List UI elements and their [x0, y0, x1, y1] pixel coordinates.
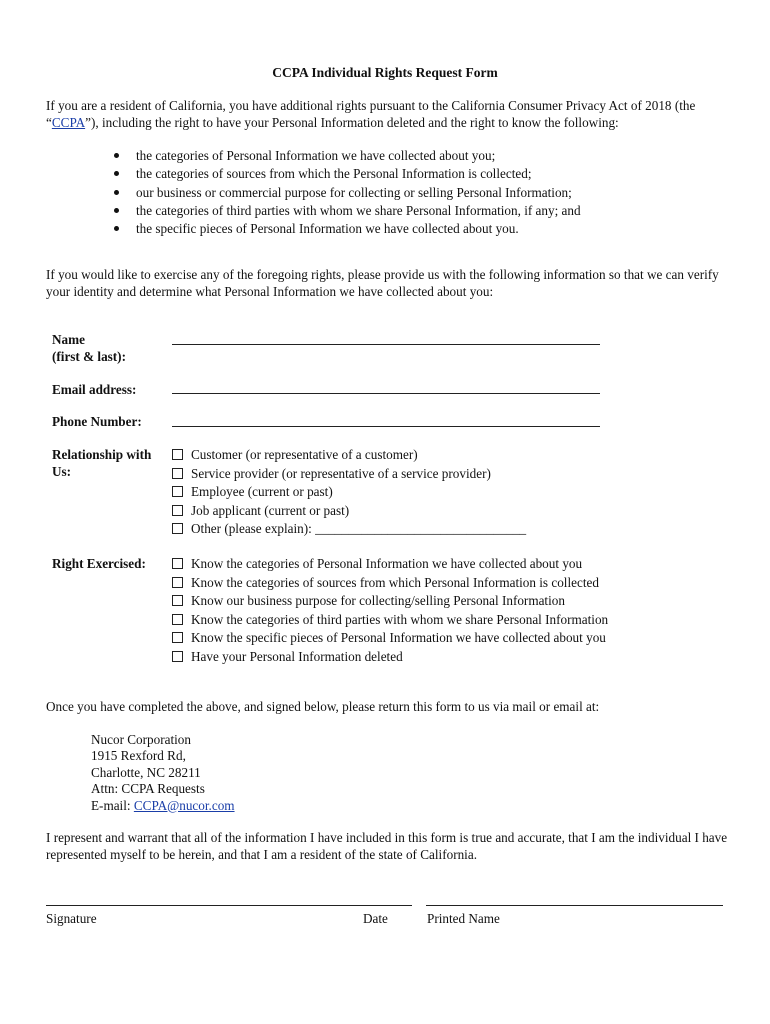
return-instructions: Once you have completed the above, and signed below, please return this form to us via mail or email at:	[46, 699, 600, 714]
name-label-line-1: Name	[52, 332, 85, 347]
option-label: Other (please explain): ________________________________	[191, 521, 527, 537]
option-label: Job applicant (current or past)	[191, 502, 350, 518]
checkbox[interactable]	[172, 449, 183, 460]
checkbox[interactable]	[172, 632, 183, 643]
printed-name-line[interactable]	[426, 905, 723, 906]
checkbox[interactable]	[172, 651, 183, 662]
right-option-know-purpose[interactable]	[172, 592, 608, 611]
intro-line-1: If you are a resident of California, you have additional rights pursuant to the California Consumer Privacy Act of 2018 (the	[46, 98, 696, 113]
email-prefix: E-mail:	[91, 797, 134, 813]
bullet-item: the specific pieces of Personal Information we have collected about you.	[111, 220, 581, 238]
relationship-option-other[interactable]	[172, 520, 526, 539]
ccpa-link[interactable]: CCPA	[51, 115, 86, 130]
intro-line-2-rest: ”), including the right to have your Personal Information deleted and the right to know the following:	[85, 115, 619, 130]
option-label: Know the categories of Personal Information we have collected about you	[191, 556, 583, 571]
exercise-paragraph: If you would like to exercise any of the foregoing rights, please provide us with the following information so that we can verify your identity and determine what Personal Information we have collected about you:	[46, 267, 719, 299]
checkbox[interactable]	[172, 468, 183, 479]
form-title: CCPA Individual Rights Request Form	[272, 65, 498, 80]
checkbox[interactable]	[172, 595, 183, 606]
address-attn: Attn: CCPA Requests	[91, 781, 205, 797]
right-option-delete[interactable]	[172, 648, 608, 667]
checkbox[interactable]	[172, 558, 183, 569]
bullet-item: our business or commercial purpose for collecting or selling Personal Information;	[111, 184, 581, 202]
printed-name-label: Printed Name	[427, 911, 500, 926]
name-label	[52, 331, 126, 365]
option-label: Have your Personal Information deleted	[191, 648, 403, 664]
intro-line-2	[46, 114, 736, 131]
intro-paragraph	[46, 97, 736, 131]
relationship-options	[172, 446, 526, 539]
right-option-know-third-parties[interactable]	[172, 611, 608, 630]
option-label: Customer (or representative of a customer)	[191, 447, 418, 462]
relationship-option-employee[interactable]	[172, 483, 526, 502]
checkbox[interactable]	[172, 486, 183, 497]
option-label: Know the categories of sources from which Personal Information is collected	[191, 574, 599, 590]
signature-label: Signature	[46, 911, 97, 926]
mailing-address	[91, 731, 235, 813]
email-field[interactable]	[172, 393, 600, 394]
phone-field[interactable]	[172, 426, 600, 427]
option-label: Know our business purpose for collecting/selling Personal Information	[191, 593, 565, 609]
relationship-option-customer[interactable]	[172, 446, 526, 465]
right-option-know-specific-pieces[interactable]	[172, 629, 608, 648]
signature-line[interactable]	[46, 905, 412, 906]
option-label: Employee (current or past)	[191, 484, 333, 500]
open-quote: “	[46, 115, 52, 130]
phone-label: Phone Number:	[52, 414, 142, 429]
right-option-know-sources[interactable]	[172, 574, 608, 593]
email-link[interactable]: CCPA@nucor.com	[133, 797, 235, 813]
checkbox[interactable]	[172, 505, 183, 516]
bullet-item: the categories of third parties with whom we share Personal Information, if any; and	[111, 202, 581, 220]
relationship-label-line-2: Us:	[52, 464, 72, 479]
address-email-line	[91, 797, 235, 813]
right-options	[172, 555, 608, 667]
date-label: Date	[363, 911, 388, 926]
rights-bullet-list	[111, 147, 581, 238]
email-label: Email address:	[52, 382, 137, 397]
address-company: Nucor Corporation	[91, 732, 191, 747]
option-label: Service provider (or representative of a service provider)	[191, 465, 491, 481]
bullet-item: the categories of sources from which the Personal Information is collected;	[111, 165, 581, 183]
relationship-label	[52, 446, 151, 480]
checkbox[interactable]	[172, 577, 183, 588]
relationship-option-job-applicant[interactable]	[172, 502, 526, 521]
address-city: Charlotte, NC 28211	[91, 764, 201, 780]
right-option-know-categories[interactable]	[172, 555, 608, 574]
name-field[interactable]	[172, 344, 600, 345]
bullet-item: the categories of Personal Information we have collected about you;	[111, 147, 581, 165]
checkbox[interactable]	[172, 614, 183, 625]
option-label: Know the categories of third parties with whom we share Personal Information	[191, 611, 609, 627]
relationship-option-service-provider[interactable]	[172, 465, 526, 484]
address-street: 1915 Rexford Rd,	[91, 748, 186, 764]
name-label-line-2: (first & last):	[52, 349, 126, 364]
checkbox[interactable]	[172, 523, 183, 534]
option-label: Know the specific pieces of Personal Information we have collected about you	[191, 630, 606, 646]
relationship-label-line-1: Relationship with	[52, 447, 152, 462]
attestation-paragraph: I represent and warrant that all of the information I have included in this form is true and accurate, that I am the individual I have represented myself to be herein, and that I am a resident of the state of California.	[46, 830, 728, 862]
right-exercised-label: Right Exercised:	[52, 556, 146, 571]
